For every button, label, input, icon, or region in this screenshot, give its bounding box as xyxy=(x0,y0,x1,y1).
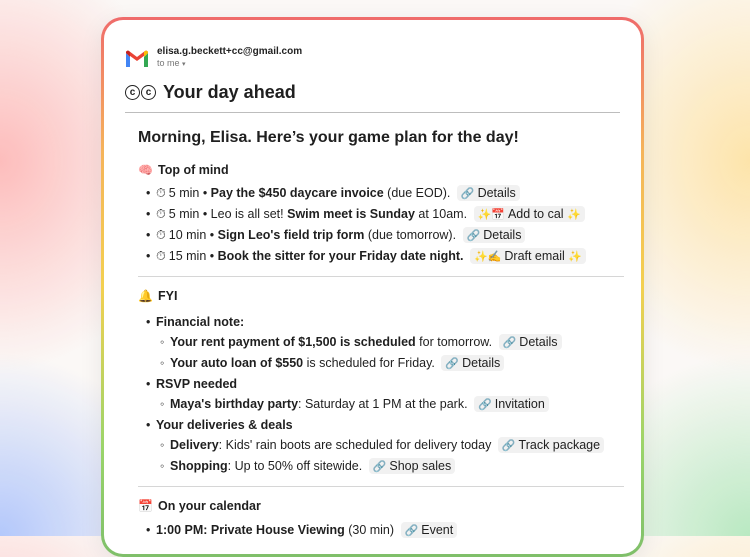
section-title: On your calendar xyxy=(158,499,261,513)
section-calendar xyxy=(138,497,624,515)
time-estimate: 5 min xyxy=(168,207,200,221)
list-item xyxy=(156,520,624,541)
details-chip[interactable] xyxy=(457,185,520,201)
track-package-chip[interactable] xyxy=(498,437,604,453)
email-header xyxy=(125,46,302,70)
item-text: Your rent payment of $1,500 is scheduled xyxy=(170,335,416,349)
recipient-label: to me xyxy=(157,58,180,68)
sender-email[interactable]: elisa.g.beckett+cc@gmail.com xyxy=(157,46,303,57)
details-chip[interactable] xyxy=(499,334,562,350)
list-item: • ⏱ 10 min • Sign Leo's field trip form (due tomorrow). 🔗 Details xyxy=(156,225,624,246)
event-duration: (30 min) xyxy=(344,523,395,537)
subject-title: Your day ahead xyxy=(163,82,296,102)
calendar-icon: 📅 xyxy=(138,499,153,513)
chip-label: Event xyxy=(421,523,454,537)
link-icon: 🔗 xyxy=(478,399,492,411)
section-title: FYI xyxy=(158,289,178,303)
timer-icon: ⏱ xyxy=(156,207,166,221)
sub-list xyxy=(156,435,624,477)
list-item: • ⏱ 5 min • Leo is all set! Swim meet is Sunday at 10am. ✨📅 Add to cal ✨ xyxy=(156,204,624,225)
chip-label: Draft email xyxy=(504,249,565,263)
invitation-chip[interactable] xyxy=(474,396,549,412)
link-icon: 🔗 xyxy=(445,358,460,370)
sub-list xyxy=(156,332,624,374)
list-item xyxy=(170,394,624,415)
time-estimate: 15 min xyxy=(168,249,207,263)
section-title: Top of mind xyxy=(158,163,229,177)
details-chip[interactable] xyxy=(441,355,504,371)
event-title: : Private House Viewing xyxy=(203,523,345,537)
list-item xyxy=(156,312,624,374)
list-item xyxy=(170,435,624,456)
sender-block xyxy=(157,46,302,70)
cc-logo-icon: c c xyxy=(125,85,157,100)
item-text: Delivery xyxy=(170,438,219,452)
details-chip[interactable] xyxy=(463,227,526,243)
fyi-list xyxy=(138,312,624,477)
bell-icon: 🔔 xyxy=(138,289,153,303)
item-detail: is scheduled for Friday. xyxy=(303,356,435,370)
task-text: Swim meet is Sunday xyxy=(287,207,415,221)
draft-email-chip[interactable] xyxy=(470,248,586,264)
email-subject xyxy=(125,82,296,103)
calendar-list xyxy=(138,520,624,541)
timer-icon: ⏱ xyxy=(156,186,166,200)
sparkle-icon: ✨ xyxy=(568,251,582,263)
section-divider xyxy=(138,276,624,277)
email-card xyxy=(104,20,641,554)
section-fyi xyxy=(138,287,624,305)
list-item: • ⏱ 5 min • Pay the $450 daycare invoice (due EOD). 🔗 Details xyxy=(156,183,624,204)
list-item xyxy=(170,353,624,374)
link-icon: 🔗 xyxy=(466,230,481,242)
chip-label: Details xyxy=(462,356,501,370)
group-label: RSVP needed xyxy=(156,377,238,391)
list-item xyxy=(170,456,624,477)
chip-label: Shop sales xyxy=(389,459,452,473)
chip-label: Details xyxy=(483,228,522,242)
section-top-of-mind xyxy=(138,161,624,179)
time-estimate: 10 min xyxy=(168,228,207,242)
task-detail: (due EOD). xyxy=(383,186,451,200)
link-icon: 🔗 xyxy=(460,188,475,200)
group-label: Your deliveries & deals xyxy=(156,418,293,432)
item-detail: : Saturday at 1 PM at the park. xyxy=(298,397,468,411)
link-icon: 🔗 xyxy=(502,337,517,349)
item-text: Shopping xyxy=(170,459,228,473)
gmail-icon xyxy=(125,50,149,68)
list-item xyxy=(156,374,624,415)
group-label: Financial note: xyxy=(156,315,245,329)
section-divider xyxy=(138,486,624,487)
link-icon: 🔗 xyxy=(404,525,419,537)
chip-label: Add to cal xyxy=(507,207,564,221)
subject-divider xyxy=(125,112,620,113)
recipient-caret-icon[interactable]: ▾ xyxy=(182,61,186,68)
top-of-mind-list xyxy=(138,183,624,267)
list-item xyxy=(170,332,624,353)
brain-icon: 🧠 xyxy=(138,163,153,177)
task-text: Sign Leo's field trip form xyxy=(217,228,365,242)
timer-icon: ⏱ xyxy=(156,228,166,242)
item-detail: for tomorrow. xyxy=(415,335,493,349)
chip-label: Invitation xyxy=(494,397,545,411)
task-text: Book the sitter for your Friday date night. xyxy=(217,249,464,263)
chip-label: Details xyxy=(519,335,558,349)
list-item xyxy=(156,415,624,477)
task-pre: Leo is all set! xyxy=(210,207,288,221)
item-detail: : Up to 50% off sitewide. xyxy=(227,459,363,473)
greeting: Morning, Elisa. Here’s your game plan for the day! xyxy=(138,129,519,146)
email-card-frame xyxy=(101,17,644,557)
timer-icon: ⏱ xyxy=(156,249,166,263)
time-estimate: 5 min xyxy=(168,186,200,200)
item-text: Your auto loan of $550 xyxy=(170,356,304,370)
list-item: • ⏱ 15 min • Book the sitter for your Friday date night. ✨✍ Draft email ✨ xyxy=(156,246,624,267)
item-detail: : Kids' rain boots are scheduled for delivery today xyxy=(218,438,492,452)
recipient-line[interactable] xyxy=(157,58,302,70)
link-icon: 🔗 xyxy=(501,440,516,452)
event-time: 1:00 PM xyxy=(156,523,204,537)
sparkle-icon: ✨ xyxy=(567,209,581,221)
sparkle-calendar-icon: ✨📅 xyxy=(477,209,505,221)
sub-list xyxy=(156,394,624,415)
sparkle-write-icon: ✨✍ xyxy=(473,251,502,263)
item-text: Maya's birthday party xyxy=(170,397,299,411)
task-detail: at 10am. xyxy=(414,207,468,221)
link-icon: 🔗 xyxy=(372,461,387,473)
task-text: Pay the $450 daycare invoice xyxy=(210,186,384,200)
task-detail: (due tomorrow). xyxy=(364,228,457,242)
shop-sales-chip[interactable] xyxy=(369,458,456,474)
chip-label: Track package xyxy=(518,438,601,452)
chip-label: Details xyxy=(477,186,516,200)
email-body xyxy=(138,129,624,541)
add-to-calendar-chip[interactable] xyxy=(474,206,585,222)
